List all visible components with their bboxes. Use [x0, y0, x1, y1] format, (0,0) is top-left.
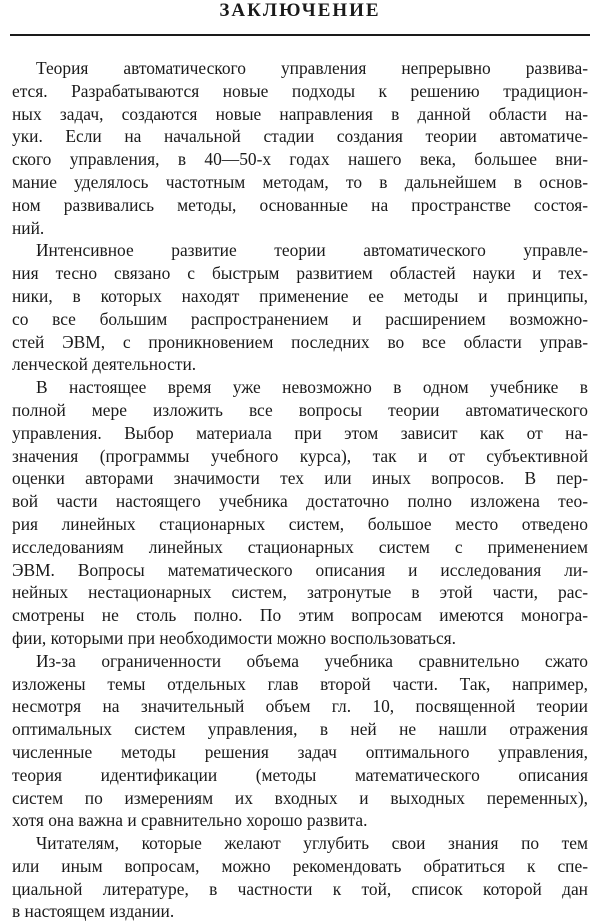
- chapter-heading: ЗАКЛЮЧЕНИЕ: [219, 0, 381, 21]
- text-line: уки. Если на начальной стадии создания теории автоматиче-: [12, 126, 588, 147]
- text-line: вой части настоящего учебника достаточно полно изложена тео-: [12, 491, 588, 512]
- text-line: управления. Выбор материала при этом зависит как от на-: [12, 422, 588, 443]
- text-line: ЭВМ. Вопросы математического описания и исследования ли-: [12, 559, 588, 580]
- text-line: ний.: [12, 217, 45, 238]
- text-line: циальной литературе, в частности к той, список которой дан: [12, 878, 588, 899]
- text-line: Интенсивное развитие теории автоматического управле-: [36, 240, 588, 261]
- text-line: ния тесно связано с быстрым развитием областей науки и тех-: [12, 263, 588, 284]
- text-line: Теория автоматического управления непрерывно развива-: [36, 58, 588, 78]
- heading-rule: [10, 34, 590, 36]
- body-text: [12, 57, 588, 923]
- text-line: систем по измерениям их входных и выходных переменных),: [12, 787, 588, 808]
- text-line: мание уделялось частотным методам, то в дальнейшем в основ-: [12, 171, 588, 192]
- text-line: оценки авторами значимости тех или иных вопросов. В пер-: [12, 468, 588, 489]
- text-line: исследованиям линейных стационарных систем с применением: [12, 536, 588, 557]
- text-line: со все большим распространением и расширением возможно-: [12, 308, 588, 329]
- text-line: значения (программы учебного курса), так и от субъективной: [12, 445, 588, 466]
- text-line: фии, которыми при необходимости можно воспользоваться.: [12, 627, 457, 648]
- text-line: хотя она важна и сравнительно хорошо развита.: [12, 810, 368, 831]
- text-line: ники, в которых находят применение ее методы и принципы,: [12, 285, 588, 306]
- text-line: стей ЭВМ, с проникновением последних во все области управ-: [12, 331, 588, 352]
- text-line: Читателям, которые желают углубить свои знания по тем: [36, 833, 588, 854]
- text-line: несмотря на значительный объем гл. 10, посвященной теории: [12, 696, 588, 717]
- text-line: Из-за ограниченности объема учебника сравнительно сжато: [36, 650, 588, 671]
- text-line: ном развивались методы, основанные на пространстве состоя-: [12, 194, 588, 215]
- text-line: численные методы решения задач оптимального управления,: [12, 741, 588, 762]
- text-line: полной мере изложить все вопросы теории автоматического: [12, 399, 588, 420]
- text-line: ленческой деятельности.: [12, 354, 197, 375]
- text-line: ных задач, создаются новые направления в данной области на-: [12, 103, 588, 124]
- text-line: изложены темы отдельных глав второй части. Так, например,: [12, 673, 588, 694]
- text-line: нейных нестационарных систем, затронутые в этой части, рас-: [12, 582, 588, 603]
- text-line: или иным вопросам, можно рекомендовать обратиться к спе-: [12, 855, 588, 876]
- text-line: ского управления, в 40—50-х годах нашего века, большее вни-: [12, 149, 588, 170]
- text-line: В настоящее время уже невозможно в одном учебнике в: [36, 377, 588, 398]
- text-line: теория идентификации (методы математического описания: [12, 764, 588, 785]
- text-line: в настоящем издании.: [12, 901, 175, 922]
- text-line: ется. Разрабатываются новые подходы к решению традицион-: [12, 80, 588, 101]
- text-line: рия линейных стационарных систем, большое место отведено: [12, 513, 588, 534]
- text-line: оптимальных систем управления, в ней не нашли отражения: [12, 719, 588, 740]
- text-line: смотрены не столь полно. По этим вопросам имеются моногра-: [12, 605, 588, 626]
